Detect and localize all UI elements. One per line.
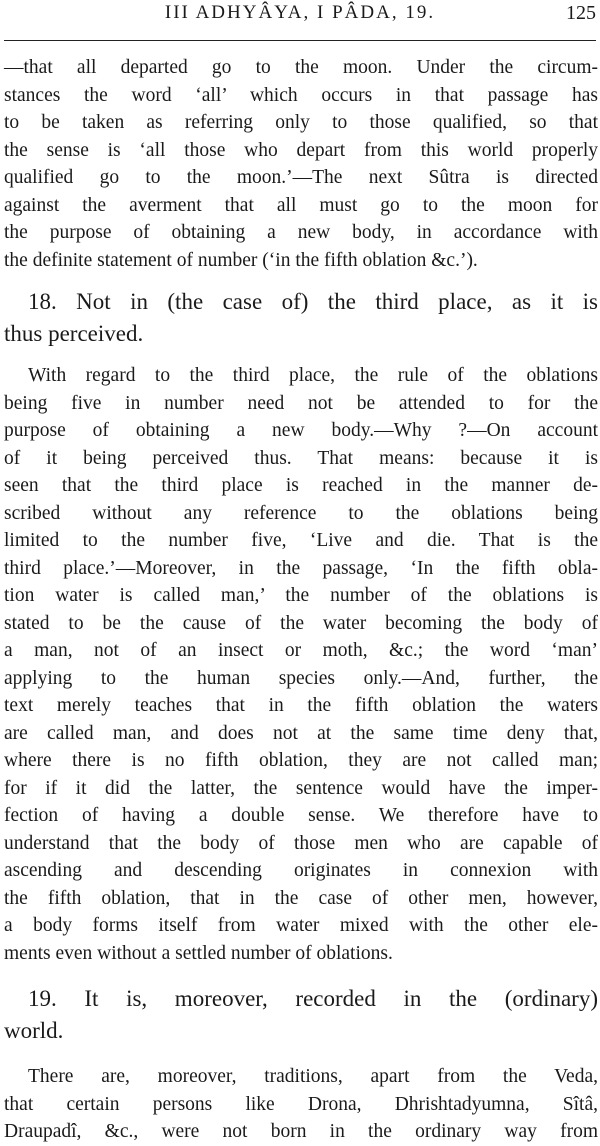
text-line: ascending and descending originates in connexion with xyxy=(4,860,598,881)
text-line: scribed without any reference to the oblations being xyxy=(4,502,598,524)
sutra-line: 19. It is, moreover, recorded in the (ordinary) xyxy=(28,986,598,1011)
text-line: to be taken as referring only to those qualified, so that xyxy=(4,112,598,133)
text-line: qualified go to the moon.’—The next Sûtra is directed xyxy=(4,167,598,188)
text-line: There are, moreover, traditions, apart from the Veda, xyxy=(28,1066,598,1087)
header-rule xyxy=(4,40,596,41)
text-line: understand that the body of those men who are capable of xyxy=(4,832,598,854)
text-line: against the averment that all must go to the moon for xyxy=(4,194,598,216)
sutra-line: world. xyxy=(4,1018,64,1043)
sutra-line: 18. Not in (the case of) the third place, as it is xyxy=(28,289,598,314)
sutra-19-heading xyxy=(4,983,598,1047)
text-line: limited to the number five, ‘Live and die. That is the xyxy=(4,530,598,551)
text-line: seen that the third place is reached in the manner de- xyxy=(4,475,598,496)
text-line: third place.’—Moreover, in the passage, ‘In the fifth obla- xyxy=(4,557,598,579)
sutra-line: thus perceived. xyxy=(4,321,144,346)
text-line: the purpose of obtaining a new body, in accordance with xyxy=(4,222,598,243)
commentary-paragraph xyxy=(4,1063,598,1146)
text-line: Draupadî, &c., were not born in the ordinary way from xyxy=(4,1121,598,1142)
text-line: stated to be the cause of the water becoming the body of xyxy=(4,612,598,634)
page-body xyxy=(4,54,598,1146)
text-line: fection of having a double sense. We therefore have to xyxy=(4,805,598,826)
text-line: for if it did the latter, the sentence would have the imper- xyxy=(4,777,598,799)
text-line: where there is no fifth oblation, they are not called man; xyxy=(4,750,598,771)
text-line: a man, not of an insect or moth, &c.; the word ‘man’ xyxy=(4,640,598,661)
commentary-paragraph xyxy=(4,362,598,967)
text-line: With regard to the third place, the rule of the oblations xyxy=(28,365,598,386)
text-line: the definite statement of number (‘in the fifth oblation &c.’). xyxy=(4,249,478,271)
text-line: stances the word ‘all’ which occurs in that passage has xyxy=(4,84,598,106)
text-line: text merely teaches that in the fifth oblation the waters xyxy=(4,695,598,716)
text-line: the fifth oblation, that in the case of other men, however, xyxy=(4,887,598,909)
running-header xyxy=(0,0,600,34)
text-line: tion water is called man,’ the number of the oblations is xyxy=(4,585,598,606)
text-line: that certain persons like Drona, Dhrishtadyumna, Sîtâ, xyxy=(4,1093,598,1115)
text-line: applying to the human species only.—And, further, the xyxy=(4,667,598,689)
text-line: the sense is ‘all those who depart from this world properly xyxy=(4,139,598,161)
text-line: are called man, and does not at the same time deny that, xyxy=(4,722,598,744)
header-title: III ADHYÂYA, I PÂDA, 19. xyxy=(164,2,436,23)
text-line: purpose of obtaining a new body.—Why ?—On account xyxy=(4,420,598,441)
paragraph-continuation xyxy=(4,54,598,274)
text-line: —that all departed go to the moon. Under the circum- xyxy=(4,57,598,78)
page-number: 125 xyxy=(566,2,596,24)
text-line: a body forms itself from water mixed with the other ele- xyxy=(4,915,598,936)
text-line: of it being perceived thus. That means: because it is xyxy=(4,447,598,469)
text-line: being five in number need not be attended to for the xyxy=(4,392,598,414)
sutra-18-heading xyxy=(4,286,598,350)
text-line: ments even without a settled number of oblations. xyxy=(4,942,393,964)
